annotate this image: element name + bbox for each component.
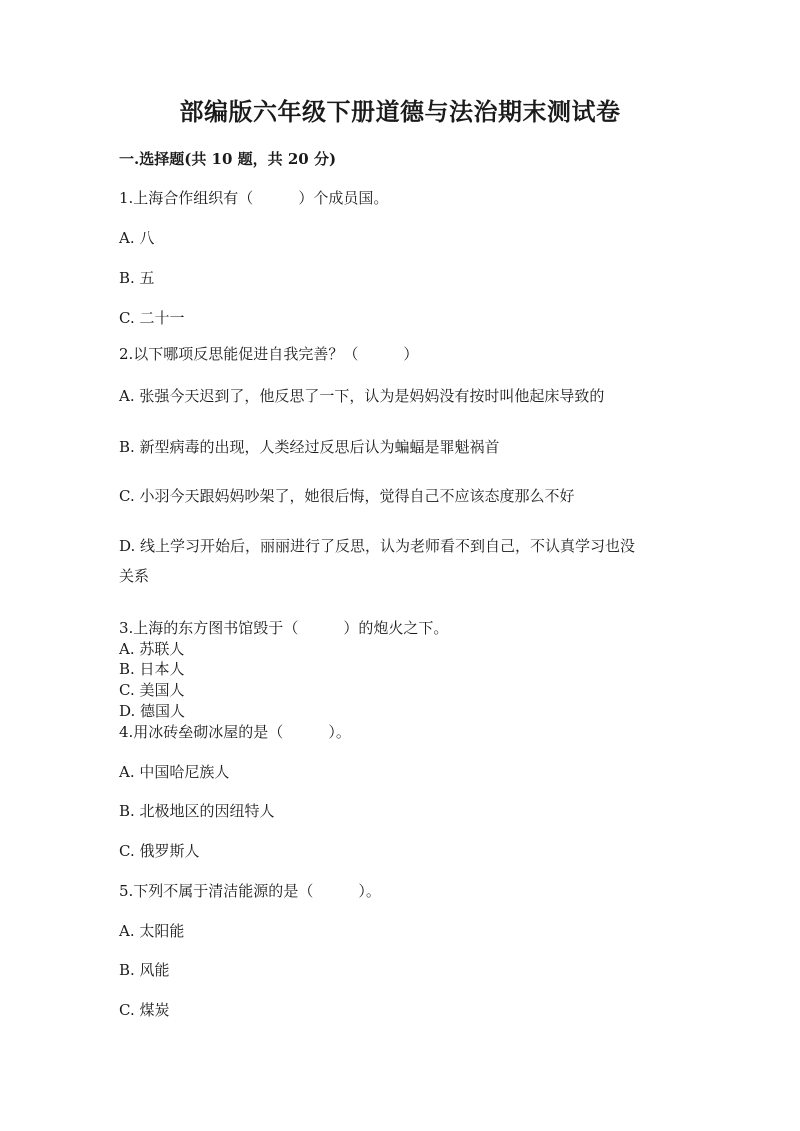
question-5-stem: 5.下列不属于清洁能源的是（ ）。 <box>119 882 381 900</box>
question-3-option-d: D. 德国人 <box>119 702 186 720</box>
question-2-option-b: B. 新型病毒的出现，人类经过反思后认为蝙蝠是罪魁祸首 <box>119 438 500 456</box>
page-title: 部编版六年级下册道德与法治期末测试卷 <box>179 97 621 126</box>
question-4-option-b: B. 北极地区的因纽特人 <box>119 802 275 820</box>
question-5-option-b: B. 风能 <box>119 961 170 979</box>
question-4-option-c: C. 俄罗斯人 <box>119 842 200 860</box>
question-5-option-c: C. 煤炭 <box>119 1001 170 1019</box>
question-4-stem: 4.用冰砖垒砌冰屋的是（ ）。 <box>119 723 351 741</box>
question-2-option-c: C. 小羽今天跟妈妈吵架了，她很后悔，觉得自己不应该态度那么不好 <box>119 487 575 505</box>
question-3-option-b: B. 日本人 <box>119 660 185 678</box>
question-5-option-a: A. 太阳能 <box>119 922 185 940</box>
question-1-option-b: B. 五 <box>119 269 155 287</box>
question-3-option-c: C. 美国人 <box>119 681 185 699</box>
question-2-option-a: A. 张强今天迟到了，他反思了一下，认为是妈妈没有按时叫他起床导致的 <box>119 387 605 405</box>
question-4-option-a: A. 中国哈尼族人 <box>119 763 230 781</box>
question-3-option-a: A. 苏联人 <box>119 640 185 658</box>
question-1-option-a: A. 八 <box>119 229 155 247</box>
question-1-stem: 1.上海合作组织有（ ）个成员国。 <box>119 189 389 207</box>
question-2-option-d: D. 线上学习开始后，丽丽进行了反思，认为老师看不到自己，不认真学习也没 <box>119 537 636 555</box>
question-2-option-d-continued: 关系 <box>119 567 150 585</box>
section-heading: 一.选择题(共 10 题，共 20 分) <box>119 150 337 168</box>
question-2-stem: 2.以下哪项反思能促进自我完善？（ ） <box>119 345 419 363</box>
question-1-option-c: C. 二十一 <box>119 309 185 327</box>
question-3-stem: 3.上海的东方图书馆毁于（ ）的炮火之下。 <box>119 619 449 637</box>
